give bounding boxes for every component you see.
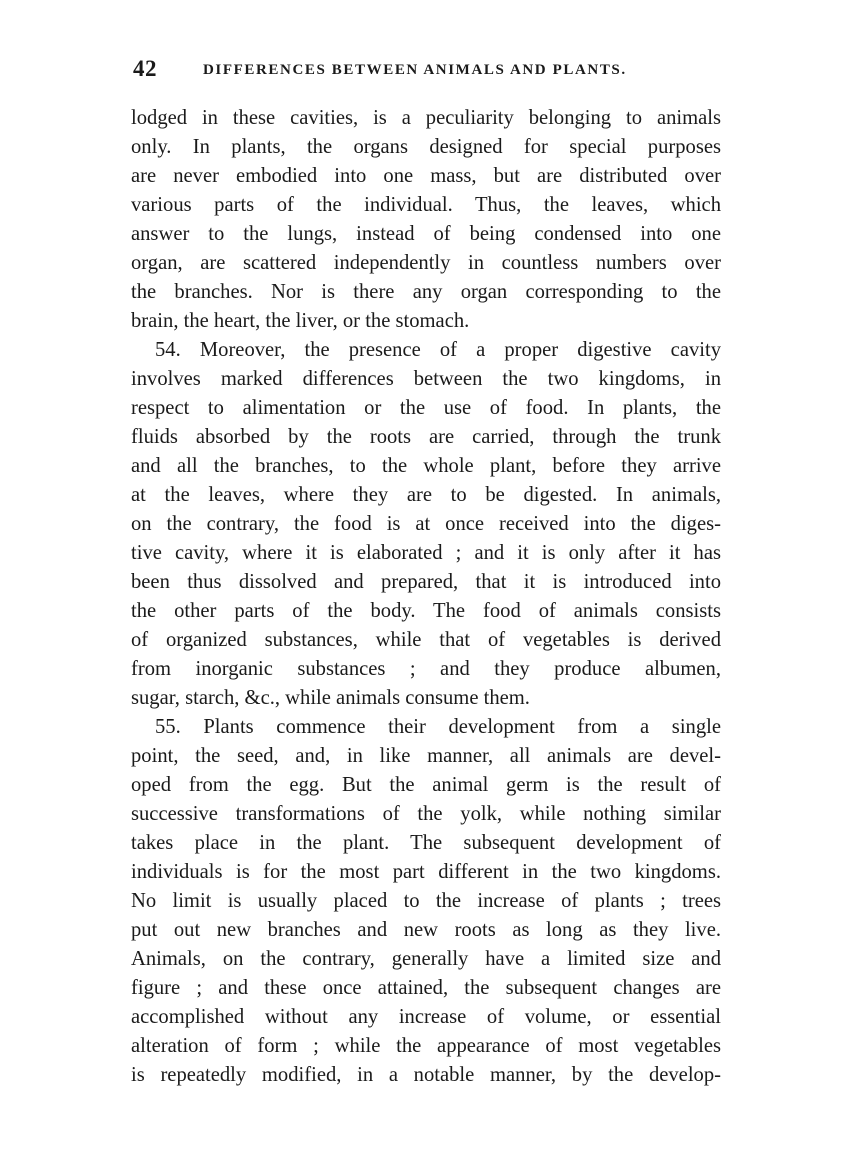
running-head	[131, 56, 721, 86]
text-line: organ, are scattered independently in countless numbers over	[131, 252, 721, 274]
text-line: takes place in the plant. The subsequent development of	[131, 832, 721, 854]
text-line: is repeatedly modified, in a notable manner, by the develop-	[131, 1064, 721, 1086]
text-line: of organized substances, while that of vegetables is derived	[131, 629, 721, 651]
text-line: and all the branches, to the whole plant, before they arrive	[131, 455, 721, 477]
text-line: 54. Moreover, the presence of a proper digestive cavity	[155, 339, 721, 361]
text-line: answer to the lungs, instead of being condensed into one	[131, 223, 721, 245]
text-line: No limit is usually placed to the increase of plants ; trees	[131, 890, 721, 912]
text-line: only. In plants, the organs designed for special purposes	[131, 136, 721, 158]
book-page	[131, 56, 721, 1090]
text-line: from inorganic substances ; and they produce albumen,	[131, 658, 721, 680]
text-line: figure ; and these once attained, the subsequent changes are	[131, 977, 721, 999]
paragraph-55	[131, 713, 721, 1090]
text-line: the branches. Nor is there any organ corresponding to the	[131, 281, 721, 303]
paragraph-54	[131, 336, 721, 713]
text-line: various parts of the individual. Thus, the leaves, which	[131, 194, 721, 216]
text-line: put out new branches and new roots as long as they live.	[131, 919, 721, 941]
text-line: Animals, on the contrary, generally have a limited size and	[131, 948, 721, 970]
text-line: 55. Plants commence their development from a single	[155, 716, 721, 738]
body-text	[131, 104, 721, 1090]
text-line: involves marked differences between the two kingdoms, in	[131, 368, 721, 390]
text-line: fluids absorbed by the roots are carried, through the trunk	[131, 426, 721, 448]
text-line: oped from the egg. But the animal germ is the result of	[131, 774, 721, 796]
text-line: been thus dissolved and prepared, that it is introduced into	[131, 571, 721, 593]
text-line: accomplished without any increase of volume, or essential	[131, 1006, 721, 1028]
text-line: the other parts of the body. The food of animals consists	[131, 600, 721, 622]
text-line: point, the seed, and, in like manner, all animals are devel-	[131, 745, 721, 767]
text-line: sugar, starch, &c., while animals consume them.	[131, 687, 530, 709]
text-line: lodged in these cavities, is a peculiarity belonging to animals	[131, 107, 721, 129]
text-line: brain, the heart, the liver, or the stomach.	[131, 310, 470, 332]
text-line: individuals is for the most part different in the two kingdoms.	[131, 861, 721, 883]
text-line: alteration of form ; while the appearance of most vegetables	[131, 1035, 721, 1057]
page-number: 42	[133, 56, 157, 81]
paragraph-continued	[131, 104, 721, 336]
text-line: on the contrary, the food is at once received into the diges-	[131, 513, 721, 535]
text-line: respect to alimentation or the use of food. In plants, the	[131, 397, 721, 419]
text-line: at the leaves, where they are to be digested. In animals,	[131, 484, 721, 506]
text-line: successive transformations of the yolk, while nothing similar	[131, 803, 721, 825]
text-line: are never embodied into one mass, but are distributed over	[131, 165, 721, 187]
running-title: DIFFERENCES BETWEEN ANIMALS AND PLANTS.	[203, 62, 627, 78]
text-line: tive cavity, where it is elaborated ; and it is only after it has	[131, 542, 721, 564]
